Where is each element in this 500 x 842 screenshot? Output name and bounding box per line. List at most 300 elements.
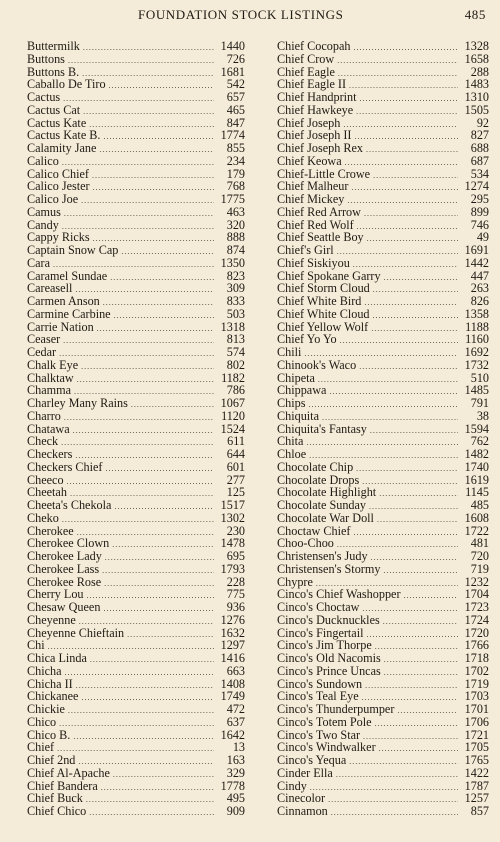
registration-number: 574 (226, 345, 245, 359)
horse-name: Cinco's Jim Thorpe (277, 638, 372, 653)
registration-number: 1485 (464, 383, 489, 398)
listing-entry (27, 206, 245, 219)
dot-leader (105, 552, 214, 565)
horse-name: Chloe (277, 447, 307, 461)
horse-name: Chief Yo Yo (277, 332, 337, 347)
dot-leader (89, 119, 214, 132)
horse-name: Calico Joe (27, 192, 79, 206)
registration-number: 1765 (464, 753, 489, 767)
horse-name: Chief Red Wolf (277, 217, 354, 232)
listing-entry (277, 703, 489, 716)
listing-entry (27, 410, 245, 423)
horse-name: Cindy (277, 778, 307, 793)
horse-name: Cinco's Teal Eye (277, 689, 359, 704)
listing-entry (27, 703, 245, 716)
listing-entry (277, 614, 489, 627)
registration-number: 1608 (464, 510, 489, 525)
listing-entry (27, 91, 245, 104)
dot-leader (364, 208, 458, 221)
dot-leader (336, 769, 458, 782)
horse-name: Cinco's Prince Uncas (277, 663, 381, 678)
registration-number: 1704 (464, 587, 489, 602)
horse-name: Chita (277, 434, 304, 449)
horse-name: Chamma (27, 383, 72, 398)
listing-entry (277, 550, 489, 563)
dot-leader (340, 335, 458, 348)
dot-leader (73, 425, 214, 438)
registration-number: 1232 (464, 574, 489, 589)
horse-name: Cinco's Fingertail (277, 625, 364, 640)
registration-number: 1120 (221, 408, 245, 423)
dot-leader (366, 144, 458, 157)
registration-number: 1703 (464, 689, 489, 704)
registration-number: 1719 (464, 676, 489, 691)
listing-entry (27, 244, 245, 257)
dot-leader (89, 807, 214, 820)
dot-leader (103, 131, 214, 144)
registration-number: 1775 (220, 192, 245, 206)
registration-number: 465 (226, 102, 245, 117)
dot-leader (379, 743, 458, 756)
registration-number: 909 (226, 804, 245, 818)
horse-name: Cheeta's Chekola (27, 498, 112, 512)
registration-number: 847 (226, 115, 245, 130)
registration-number: 1619 (464, 472, 489, 487)
horse-name: Chi (27, 638, 45, 653)
listing-entry (27, 461, 245, 474)
registration-number: 309 (226, 281, 245, 296)
horse-name: Chief Bandera (27, 778, 98, 793)
horse-name: Chief Seattle Boy (277, 230, 364, 245)
dot-leader (371, 323, 458, 336)
registration-number: 857 (470, 804, 489, 818)
registration-number: 1718 (464, 651, 489, 665)
dot-leader (384, 654, 458, 667)
dot-leader (77, 374, 214, 387)
dot-leader (328, 794, 458, 807)
dot-leader (68, 705, 214, 718)
horse-name: Charro (27, 408, 61, 423)
registration-number: 228 (226, 574, 245, 589)
horse-name: Cherokee Lass (27, 561, 100, 576)
horse-name: Choctaw Chief (277, 523, 351, 538)
registration-number: 1478 (220, 536, 245, 551)
dot-leader (64, 412, 214, 425)
listing-entry (277, 257, 489, 270)
registration-number: 1632 (220, 625, 245, 640)
dot-leader (102, 565, 214, 578)
registration-number: 1724 (464, 612, 489, 627)
listing-entry (27, 601, 245, 614)
listing-entry (277, 193, 489, 206)
registration-number: 1774 (220, 128, 245, 143)
registration-number: 1787 (464, 778, 489, 793)
horse-name: Checkers (27, 447, 73, 461)
listing-entry (27, 563, 245, 576)
dot-leader (356, 463, 458, 476)
horse-name: Chico B. (27, 727, 71, 742)
registration-number: 1440 (220, 39, 245, 53)
listing-entry (277, 104, 489, 117)
dot-leader (76, 680, 214, 693)
horse-name: Chalktaw (27, 370, 74, 385)
page-header (0, 7, 500, 25)
dot-leader (369, 501, 458, 514)
dot-leader (367, 629, 459, 642)
registration-number: 163 (226, 753, 245, 767)
dot-leader (363, 731, 458, 744)
horse-name: Buttons (27, 51, 65, 66)
listing-entry (277, 40, 489, 53)
registration-number: 263 (470, 281, 489, 296)
registration-number: 38 (476, 408, 489, 423)
horse-name: Chesaw Queen (27, 600, 101, 614)
registration-number: 1276 (220, 612, 245, 627)
dot-leader (338, 68, 458, 81)
dot-leader (397, 705, 458, 718)
horse-name: Buttermilk (27, 39, 80, 53)
horse-name: Cheeco (27, 472, 64, 487)
registration-number: 802 (226, 357, 245, 372)
dot-leader (375, 641, 458, 654)
dot-leader (112, 539, 214, 552)
dot-leader (353, 527, 458, 540)
horse-name: Cactus Kate (27, 115, 87, 130)
registration-number: 472 (226, 702, 245, 716)
listing-entry (277, 53, 489, 66)
registration-number: 611 (227, 434, 245, 449)
dot-leader (331, 807, 458, 820)
listing-entry (27, 193, 245, 206)
registration-number: 92 (476, 115, 489, 130)
registration-number: 855 (226, 141, 245, 155)
registration-number: 1160 (465, 332, 489, 347)
listing-entry (27, 142, 245, 155)
horse-name: Chickie (27, 702, 65, 716)
registration-number: 1793 (220, 561, 245, 576)
horse-name: Chief Eagle (277, 64, 335, 79)
horse-name: Chief Yellow Wolf (277, 319, 369, 334)
registration-number: 1422 (464, 765, 489, 780)
registration-number: 1274 (464, 179, 489, 194)
dot-leader (109, 80, 214, 93)
horse-name: Chocolate Sunday (277, 498, 367, 512)
dot-leader (61, 437, 214, 450)
registration-number: 329 (226, 765, 245, 780)
horse-name: Cherokee Lady (27, 549, 102, 563)
dot-leader (337, 55, 458, 68)
registration-number: 746 (470, 217, 489, 232)
horse-name: Charley Many Rains (27, 396, 128, 410)
listing-entry (27, 295, 245, 308)
dot-leader (383, 565, 458, 578)
listing-entry (277, 499, 489, 512)
listing-entry (277, 767, 489, 780)
horse-name: Carmen Anson (27, 294, 100, 308)
dot-leader (65, 667, 214, 680)
dot-leader (73, 731, 214, 744)
registration-number: 495 (226, 791, 245, 806)
horse-name: Cinco's Windwalker (277, 740, 376, 755)
registration-number: 125 (226, 485, 245, 500)
dot-leader (63, 335, 214, 348)
registration-number: 663 (226, 663, 245, 678)
horse-name: Cinco's Totem Pole (277, 714, 372, 729)
dot-leader (349, 756, 458, 769)
dot-leader (57, 743, 214, 756)
horse-name: Chief Joseph (277, 115, 341, 130)
dot-leader (68, 55, 214, 68)
horse-name: Cactus Kate B. (27, 128, 101, 143)
listing-entry (27, 652, 245, 665)
registration-number: 1722 (464, 523, 489, 538)
registration-number: 1505 (464, 102, 489, 117)
dot-leader (93, 182, 214, 195)
registration-number: 687 (470, 153, 489, 168)
horse-name: Candy (27, 217, 59, 232)
dot-leader (318, 374, 458, 387)
listing-entry (277, 423, 489, 436)
listing-entry (27, 805, 245, 818)
dot-leader (370, 425, 458, 438)
dot-leader (59, 718, 214, 731)
registration-number: 1658 (464, 51, 489, 66)
listing-entry (277, 410, 489, 423)
dot-leader (373, 170, 458, 183)
page-title: FOUNDATION STOCK LISTINGS (138, 7, 344, 22)
dot-leader (64, 208, 214, 221)
registration-number: 1358 (464, 306, 489, 321)
registration-number: 719 (470, 561, 489, 576)
registration-number: 1328 (464, 39, 489, 53)
listing-entry (277, 346, 489, 359)
registration-number: 1681 (220, 64, 245, 79)
horse-name: Carmine Carbine (27, 306, 111, 321)
dot-leader (351, 182, 458, 195)
dot-leader (343, 119, 458, 132)
dot-leader (373, 310, 458, 323)
registration-number: 1740 (464, 459, 489, 474)
registration-number: 1701 (464, 702, 489, 716)
horse-name: Chief Buck (27, 791, 83, 806)
horse-name: Chipeta (277, 370, 315, 385)
horse-name: Chief 2nd (27, 753, 76, 767)
registration-number: 833 (226, 294, 245, 308)
registration-number: 1705 (464, 740, 489, 755)
dot-leader (103, 603, 214, 616)
registration-number: 1442 (464, 255, 489, 270)
horse-name: Cappy Ricks (27, 230, 90, 245)
dot-leader (353, 42, 458, 55)
horse-name: Cinco's Thunderpumper (277, 702, 395, 716)
horse-name: Cherokee Clown (27, 536, 110, 551)
horse-name: Chief Crow (277, 51, 335, 66)
dot-leader (63, 93, 214, 106)
horse-name: Chief Keowa (277, 153, 342, 168)
listing-entry (27, 499, 245, 512)
dot-leader (81, 361, 214, 374)
horse-name: Cherry Lou (27, 587, 84, 602)
listing-entry (277, 333, 489, 346)
listing-entry (27, 333, 245, 346)
dot-leader (114, 501, 214, 514)
registration-number: 657 (226, 90, 245, 104)
listing-entry (27, 448, 245, 461)
dot-leader (365, 680, 458, 693)
horse-name: Buttons B. (27, 64, 80, 79)
horse-name: Chips (277, 396, 306, 410)
horse-name: Chief Siskiyou (277, 255, 350, 270)
dot-leader (347, 195, 458, 208)
dot-leader (375, 718, 458, 731)
dot-leader (357, 221, 458, 234)
listing-entry (27, 155, 245, 168)
horse-name: Cheetah (27, 485, 67, 500)
listing-entry (277, 435, 489, 448)
dot-leader (131, 399, 214, 412)
horse-name: Cinco's Two Star (277, 727, 361, 742)
horse-name: Chief Al-Apache (27, 765, 110, 780)
dot-leader (306, 437, 458, 450)
horse-name: Chief Eagle II (277, 77, 347, 92)
horse-name: Christensen's Judy (277, 549, 368, 563)
listing-entry (277, 665, 489, 678)
dot-leader (384, 272, 458, 285)
registration-number: 695 (226, 549, 245, 563)
horse-name: Cinecolor (277, 791, 326, 806)
horse-name: Chief White Bird (277, 294, 362, 308)
registration-number: 1302 (220, 510, 245, 525)
horse-name: Cedar (27, 345, 57, 359)
horse-name: Cara (27, 255, 51, 270)
registration-number: 726 (226, 51, 245, 66)
horse-name: Cinco's Sundown (277, 676, 363, 691)
registration-number: 791 (470, 396, 489, 410)
dot-leader (310, 782, 458, 795)
listing-entry (27, 40, 245, 53)
listing-entry (27, 550, 245, 563)
listing-entry (27, 627, 245, 640)
listing-entry (27, 512, 245, 525)
registration-number: 601 (226, 459, 245, 474)
horse-name: Chica Linda (27, 651, 87, 665)
registration-number: 534 (470, 166, 489, 181)
horse-name: Chili (277, 345, 302, 359)
dot-leader (81, 692, 214, 705)
listing-entry (277, 716, 489, 729)
listing-entry (277, 384, 489, 397)
dot-leader (384, 667, 458, 680)
listing-entry (277, 142, 489, 155)
listing-entry (27, 423, 245, 436)
registration-number: 823 (226, 268, 245, 283)
listing-entry (277, 359, 489, 372)
dot-leader (367, 233, 458, 246)
dot-leader (86, 794, 214, 807)
horse-name: Chicha (27, 663, 62, 678)
dot-leader (337, 246, 458, 259)
registration-number: 1723 (464, 600, 489, 614)
registration-number: 463 (226, 204, 245, 219)
dot-leader (308, 399, 458, 412)
registration-number: 1145 (465, 485, 489, 500)
listing-entry (277, 512, 489, 525)
registration-number: 775 (226, 587, 245, 602)
registration-number: 768 (226, 179, 245, 194)
dot-leader (364, 297, 458, 310)
horse-name: Chief Mickey (277, 192, 345, 206)
registration-number: 720 (470, 549, 489, 563)
horse-name: Caramel Sundae (27, 268, 108, 283)
registration-number: 874 (226, 243, 245, 257)
registration-number: 485 (470, 498, 489, 512)
dot-leader (59, 348, 214, 361)
horse-name: Chocolate Drops (277, 472, 360, 487)
registration-number: 1692 (464, 345, 489, 359)
dot-leader (103, 297, 214, 310)
dot-leader (83, 106, 214, 119)
dot-leader (104, 578, 214, 591)
horse-name: Chypre (277, 574, 313, 589)
registration-number: 1766 (464, 638, 489, 653)
registration-number: 295 (470, 192, 489, 206)
dot-leader (373, 284, 458, 297)
horse-name: Chief-Little Crowe (277, 166, 371, 181)
registration-number: 1778 (220, 778, 245, 793)
horse-name: Chief Joseph Rex (277, 141, 363, 155)
listing-entry (277, 448, 489, 461)
horse-name: Chief Hawkeye (277, 102, 354, 117)
dot-leader (404, 590, 458, 603)
horse-name: Cinnamon (277, 804, 328, 818)
registration-number: 813 (226, 332, 245, 347)
listing-entry (277, 563, 489, 576)
dot-leader (97, 323, 214, 336)
dot-leader (121, 246, 214, 259)
listing-entry (277, 461, 489, 474)
registration-number: 1720 (464, 625, 489, 640)
horse-name: Captain Snow Cap (27, 243, 119, 257)
horse-name: Chickanee (27, 689, 79, 704)
listing-entry (277, 295, 489, 308)
registration-number: 49 (476, 230, 489, 245)
horse-name: Check (27, 434, 59, 449)
dot-leader (110, 272, 214, 285)
listing-entry (27, 308, 245, 321)
listing-column-right (277, 40, 489, 818)
horse-name: Chief Chico (27, 804, 87, 818)
horse-name: Carrie Nation (27, 319, 94, 334)
registration-number: 1721 (464, 727, 489, 742)
horse-name: Chocolate Highlight (277, 485, 377, 500)
registration-number: 1706 (464, 714, 489, 729)
dot-leader (83, 42, 214, 55)
horse-name: Chief Handprint (277, 90, 357, 104)
page-number: 485 (464, 7, 486, 22)
registration-number: 481 (470, 536, 489, 551)
registration-number: 1067 (220, 396, 245, 410)
listing-entry (27, 53, 245, 66)
horse-name: Cinder Ella (277, 765, 333, 780)
registration-number: 1594 (464, 421, 489, 436)
registration-number: 230 (226, 523, 245, 538)
listing-entry (27, 359, 245, 372)
dot-leader (67, 476, 214, 489)
registration-number: 1188 (465, 319, 489, 334)
horse-name: Cinco's Ducknuckles (277, 612, 380, 627)
dot-leader (90, 654, 214, 667)
registration-number: 1482 (464, 447, 489, 461)
